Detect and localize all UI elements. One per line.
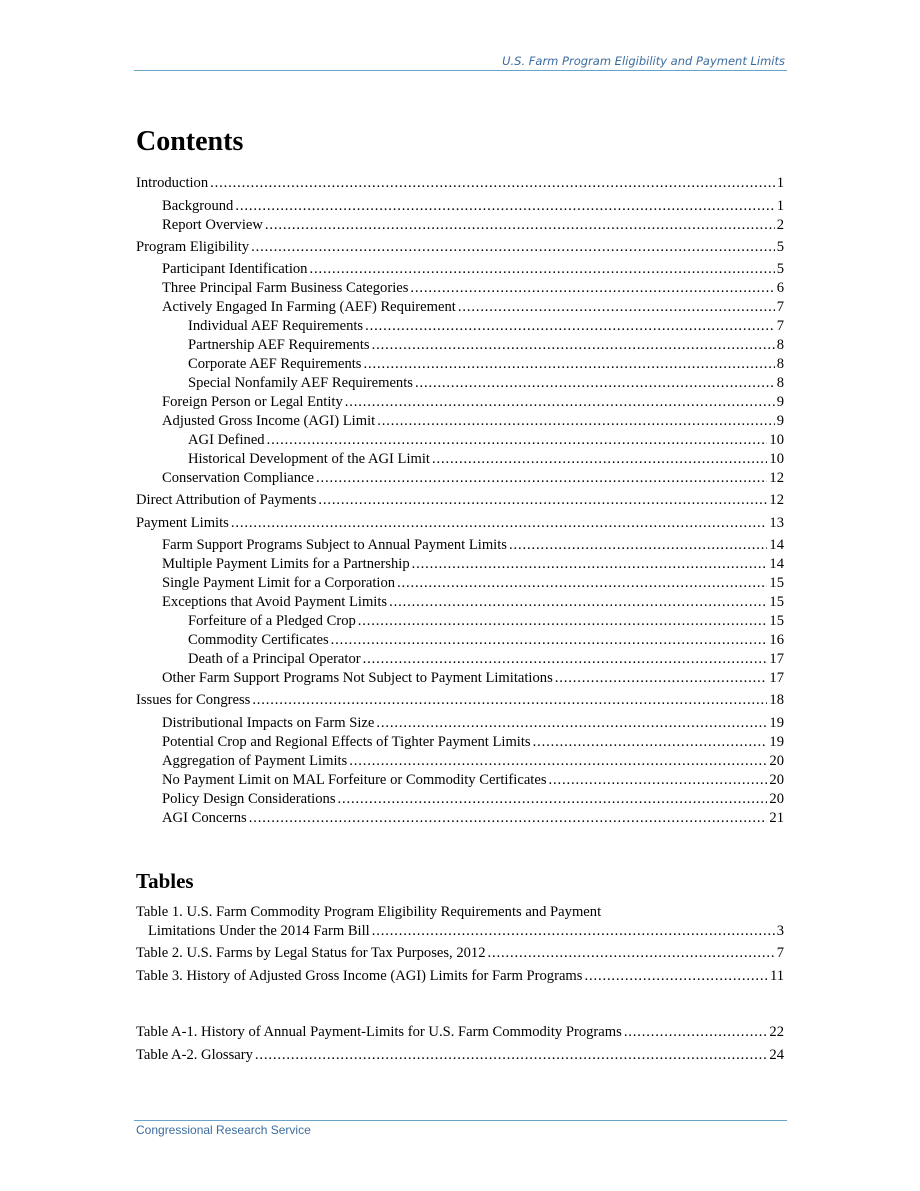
toc-entry[interactable]: [188, 317, 784, 336]
toc-entry-title: AGI Concerns: [162, 810, 247, 826]
table-entry-page: 7: [776, 945, 784, 961]
toc-entry-page: 10: [769, 451, 784, 467]
toc-entry-title: Adjusted Gross Income (AGI) Limit: [162, 413, 376, 429]
table-entry-title: Table 3. History of Adjusted Gross Income (AGI) Limits for Farm Programs: [136, 968, 583, 984]
toc-entry-title: Single Payment Limit for a Corporation: [162, 575, 396, 591]
toc-entry[interactable]: [188, 374, 784, 393]
toc-entry-title: AGI Defined: [188, 432, 265, 448]
toc-entry-page: 16: [769, 632, 784, 648]
toc-entry[interactable]: [162, 771, 784, 790]
toc-entry-page: 10: [769, 432, 784, 448]
table-entry-page: 3: [776, 923, 784, 939]
toc-entry-title: Conservation Compliance: [162, 470, 314, 486]
toc-entry[interactable]: [162, 298, 784, 317]
toc-entry-title: Corporate AEF Requirements: [188, 356, 362, 372]
toc-entry-title: Distributional Impacts on Farm Size: [162, 715, 375, 731]
toc-entry[interactable]: [162, 412, 784, 431]
toc-entry[interactable]: [162, 790, 784, 809]
toc-entry-title: Actively Engaged In Farming (AEF) Requirement: [162, 299, 456, 315]
toc-entry-title: Potential Crop and Regional Effects of Tighter Payment Limits: [162, 734, 531, 750]
toc-entry-page: 1: [776, 175, 784, 191]
toc-entry-page: 14: [769, 556, 784, 572]
toc-entry-title: Death of a Principal Operator: [188, 651, 361, 667]
toc-entry-title: Farm Support Programs Subject to Annual Payment Limits: [162, 537, 507, 553]
toc-entry-title: Report Overview: [162, 217, 263, 233]
table-entry[interactable]: [136, 1046, 784, 1065]
toc-entry-title: Issues for Congress: [136, 692, 251, 708]
toc-entry-title: Participant Identification: [162, 261, 308, 277]
toc-entry[interactable]: [162, 555, 784, 574]
toc-entry-title: Multiple Payment Limits for a Partnership: [162, 556, 410, 572]
page-header: [134, 52, 787, 71]
toc-entry-page: 5: [776, 239, 784, 255]
toc-entry-page: 8: [776, 337, 784, 353]
toc-entry[interactable]: [188, 355, 784, 374]
toc-entry-page: 9: [776, 413, 784, 429]
toc-entry[interactable]: [136, 238, 784, 257]
table-entry-title: Table A-2. Glossary: [136, 1047, 253, 1063]
toc-entry-title: Special Nonfamily AEF Requirements: [188, 375, 413, 391]
toc-entry-page: 18: [769, 692, 784, 708]
toc-entry-title: Individual AEF Requirements: [188, 318, 364, 334]
table-entry-title: Limitations Under the 2014 Farm Bill: [148, 923, 370, 939]
toc-entry-title: No Payment Limit on MAL Forfeiture or Commodity Certificates: [162, 772, 547, 788]
toc-entry-page: 21: [769, 810, 784, 826]
toc-entry-page: 15: [769, 613, 784, 629]
toc-entry-title: Program Eligibility: [136, 239, 250, 255]
toc-entry[interactable]: [162, 714, 784, 733]
table-entry-page: 11: [769, 968, 784, 984]
table-entry-page: 22: [769, 1024, 784, 1040]
table-entry-title: Table 2. U.S. Farms by Legal Status for Tax Purposes, 2012: [136, 945, 486, 961]
toc-entry-page: 8: [776, 375, 784, 391]
toc-entry[interactable]: [162, 536, 784, 555]
toc-entry-page: 9: [776, 394, 784, 410]
toc-entry-page: 5: [776, 261, 784, 277]
table-entry[interactable]: [148, 922, 784, 941]
toc-entry-title: Policy Design Considerations: [162, 791, 336, 807]
toc-entry-title: Exceptions that Avoid Payment Limits: [162, 594, 388, 610]
toc-entry-title: Direct Attribution of Payments: [136, 492, 317, 508]
toc-entry[interactable]: [188, 336, 784, 355]
toc-entry-title: Three Principal Farm Business Categories: [162, 280, 409, 296]
toc-entry[interactable]: [162, 593, 784, 612]
toc-entry[interactable]: [162, 216, 784, 235]
toc-entry[interactable]: [162, 260, 784, 279]
toc-entry-page: 19: [769, 715, 784, 731]
toc-entry-page: 6: [776, 280, 784, 296]
toc-entry-page: 8: [776, 356, 784, 372]
toc-entry-page: 15: [769, 575, 784, 591]
toc-entry-title: Background: [162, 198, 234, 214]
toc-entry-title: Introduction: [136, 175, 209, 191]
toc-entry-title: Partnership AEF Requirements: [188, 337, 370, 353]
toc-entry-page: 15: [769, 594, 784, 610]
toc-entry[interactable]: [162, 669, 784, 688]
toc-entry-page: 14: [769, 537, 784, 553]
page-footer: [134, 1120, 787, 1137]
toc-entry-page: 17: [769, 651, 784, 667]
toc-entry-page: 20: [769, 753, 784, 769]
toc-entry-page: 12: [769, 492, 784, 508]
toc-entry[interactable]: [188, 431, 784, 450]
footer-publisher: Congressional Research Service: [136, 1123, 311, 1137]
toc-entry[interactable]: [136, 174, 784, 193]
toc-entry[interactable]: [136, 691, 784, 710]
toc-entry-page: 20: [769, 772, 784, 788]
toc-entry[interactable]: [188, 631, 784, 650]
toc-entry[interactable]: [162, 393, 784, 412]
toc-entry-page: 7: [776, 318, 784, 334]
toc-entry-page: 19: [769, 734, 784, 750]
toc-entry[interactable]: [162, 809, 784, 828]
toc-entry-title: Forfeiture of a Pledged Crop: [188, 613, 356, 629]
toc-entry-title: Commodity Certificates: [188, 632, 329, 648]
toc-entry-title: Foreign Person or Legal Entity: [162, 394, 343, 410]
toc-entry[interactable]: [188, 450, 784, 469]
toc-entry[interactable]: [136, 491, 784, 510]
table-entry-title-line1[interactable]: Table 1. U.S. Farm Commodity Program Eligibility Requirements and Payment: [136, 904, 602, 920]
tables-heading: Tables: [136, 869, 194, 893]
toc-entry[interactable]: [162, 197, 784, 216]
toc-entry-title: Other Farm Support Programs Not Subject to Payment Limitations: [162, 670, 553, 686]
toc-entry-page: 12: [769, 470, 784, 486]
toc-entry-page: 1: [776, 198, 784, 214]
table-entry[interactable]: [136, 944, 784, 963]
toc-entry-page: 20: [769, 791, 784, 807]
toc-entry[interactable]: [162, 469, 784, 488]
toc-entry-title: Payment Limits: [136, 515, 229, 531]
toc-entry[interactable]: [188, 612, 784, 631]
toc-entry-page: 7: [776, 299, 784, 315]
toc-entry[interactable]: [162, 279, 784, 298]
toc-entry-page: 13: [769, 515, 784, 531]
running-header-title: U.S. Farm Program Eligibility and Payment Limits: [502, 54, 785, 68]
toc-entry[interactable]: [188, 650, 784, 669]
toc-entry[interactable]: [136, 514, 784, 533]
toc-entry-title: Aggregation of Payment Limits: [162, 753, 348, 769]
toc-entry-page: 17: [769, 670, 784, 686]
table-entry-title: Table A-1. History of Annual Payment-Limits for U.S. Farm Commodity Programs: [136, 1024, 622, 1040]
toc-entry[interactable]: [162, 733, 784, 752]
table-entry[interactable]: [136, 1023, 784, 1042]
toc-entry-title: Historical Development of the AGI Limit: [188, 451, 430, 467]
toc-entry[interactable]: [162, 752, 784, 771]
table-entry-page: 24: [769, 1047, 784, 1063]
contents-heading: Contents: [136, 126, 244, 157]
toc-entry[interactable]: [162, 574, 784, 593]
toc-entry-page: 2: [776, 217, 784, 233]
table-entry[interactable]: [136, 967, 784, 986]
